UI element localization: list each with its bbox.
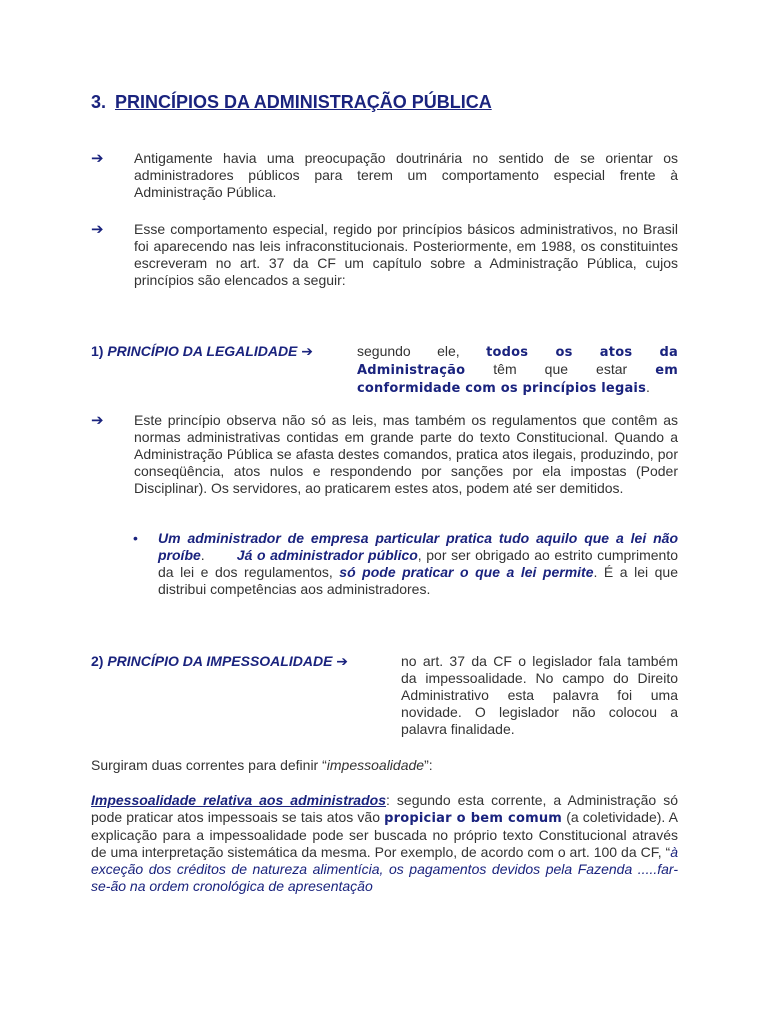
- principle-name: PRINCÍPIO DA LEGALIDADE: [107, 343, 298, 359]
- desc-text: têm que estar: [465, 361, 656, 377]
- section-heading: [91, 91, 492, 113]
- bullet-emphasis: Já o administrador público: [236, 547, 418, 563]
- bullet-text: . É a lei que distribui competências aos administradores.: [158, 564, 678, 597]
- principle-legalidade-desc: [357, 343, 678, 397]
- arrow-icon: ➔: [336, 654, 349, 670]
- arrow-icon: ➔: [91, 149, 104, 167]
- bullet-emphasis: Um administrador de empresa particular pratica tudo aquilo que a lei não proíbe: [158, 530, 678, 563]
- desc-bold: todos os atos da Administração: [357, 345, 678, 378]
- paragraph-intro: Antigamente havia uma preocupação doutrinária no sentido de se orientar os administradores públicos para terem um comportamento especial frente à Administração Pública.: [134, 150, 678, 200]
- section-title: PRINCÍPIOS DA ADMINISTRAÇÃO PÚBLICA: [115, 92, 492, 112]
- para-italic: impessoalidade: [326, 757, 425, 773]
- para-text: : segundo esta corrente, a Administração só pode praticar atos impessoais se tais atos vão: [91, 792, 678, 825]
- principle-number: 2): [91, 653, 104, 669]
- para-term: Impessoalidade relativa aos administrados: [91, 792, 386, 808]
- bullet-text: .: [200, 547, 237, 563]
- para-quote: à exceção dos créditos de natureza alimentícia, os pagamentos devidos pela Fazenda .....far-se-ão na ordem cronológica de apresentação: [91, 844, 678, 894]
- principle-name: PRINCÍPIO DA IMPESSOALIDADE: [107, 653, 333, 669]
- paragraph-context: Esse comportamento especial, regido por princípios básicos administrativos, no Brasil foi aparecendo nas leis infraconstitucionais. Posteriormente, em 1988, os constituintes escreveram no art. 37 da CF um capítulo sobre a Administração Pública, cujos princípios são elencados a seguir:: [134, 221, 678, 288]
- section-number: 3.: [91, 92, 107, 112]
- desc-text: .: [646, 379, 650, 395]
- arrow-icon: ➔: [301, 344, 314, 360]
- principle-impessoalidade-label: [91, 653, 348, 671]
- paragraph-correntes: [91, 757, 678, 774]
- principle-number: 1): [91, 343, 104, 359]
- paragraph-legalidade: Este princípio observa não só as leis, mas também os regulamentos que contêm as normas administrativas contidas em grande parte do texto Constitucional. Quando a Administração Pública se afasta destes comandos, pratica atos ilegais, produzindo, por conseqüência, atos nulos e respondendo por sanções por ela impostas (Poder Disciplinar). Os servidores, ao praticarem estes atos, podem até ser demitidos.: [134, 412, 678, 496]
- principle-legalidade-label: [91, 343, 313, 361]
- para-text: ”:: [424, 757, 433, 773]
- para-bold: propiciar o bem comum: [384, 811, 563, 826]
- bullet-icon: •: [133, 530, 138, 546]
- para-text: (a coletividade). A explicação para a impessoalidade pode ser buscada no próprio texto Constitucional através de uma interpretação sistemática da mesma. Por exemplo, de acordo com o art. 100 da CF, “: [91, 809, 679, 860]
- bullet-administrador: [158, 530, 678, 598]
- bullet-emphasis: só pode praticar o que a lei permite: [339, 564, 594, 580]
- para-text: Surgiram duas correntes para definir “: [91, 757, 327, 773]
- desc-text: segundo ele,: [357, 343, 487, 359]
- paragraph-impessoalidade-relativa: [91, 792, 678, 895]
- desc-bold: em conformidade com os princípios legais: [357, 363, 678, 396]
- arrow-icon: ➔: [91, 220, 104, 238]
- arrow-icon: ➔: [91, 411, 104, 429]
- bullet-text: , por ser obrigado ao estrito cumprimento da lei e dos regulamentos,: [158, 547, 678, 580]
- principle-impessoalidade-desc: no art. 37 da CF o legislador fala também da impessoalidade. No campo do Direito Administrativo esta palavra foi uma novidade. O legislador não colocou a palavra finalidade.: [401, 653, 678, 737]
